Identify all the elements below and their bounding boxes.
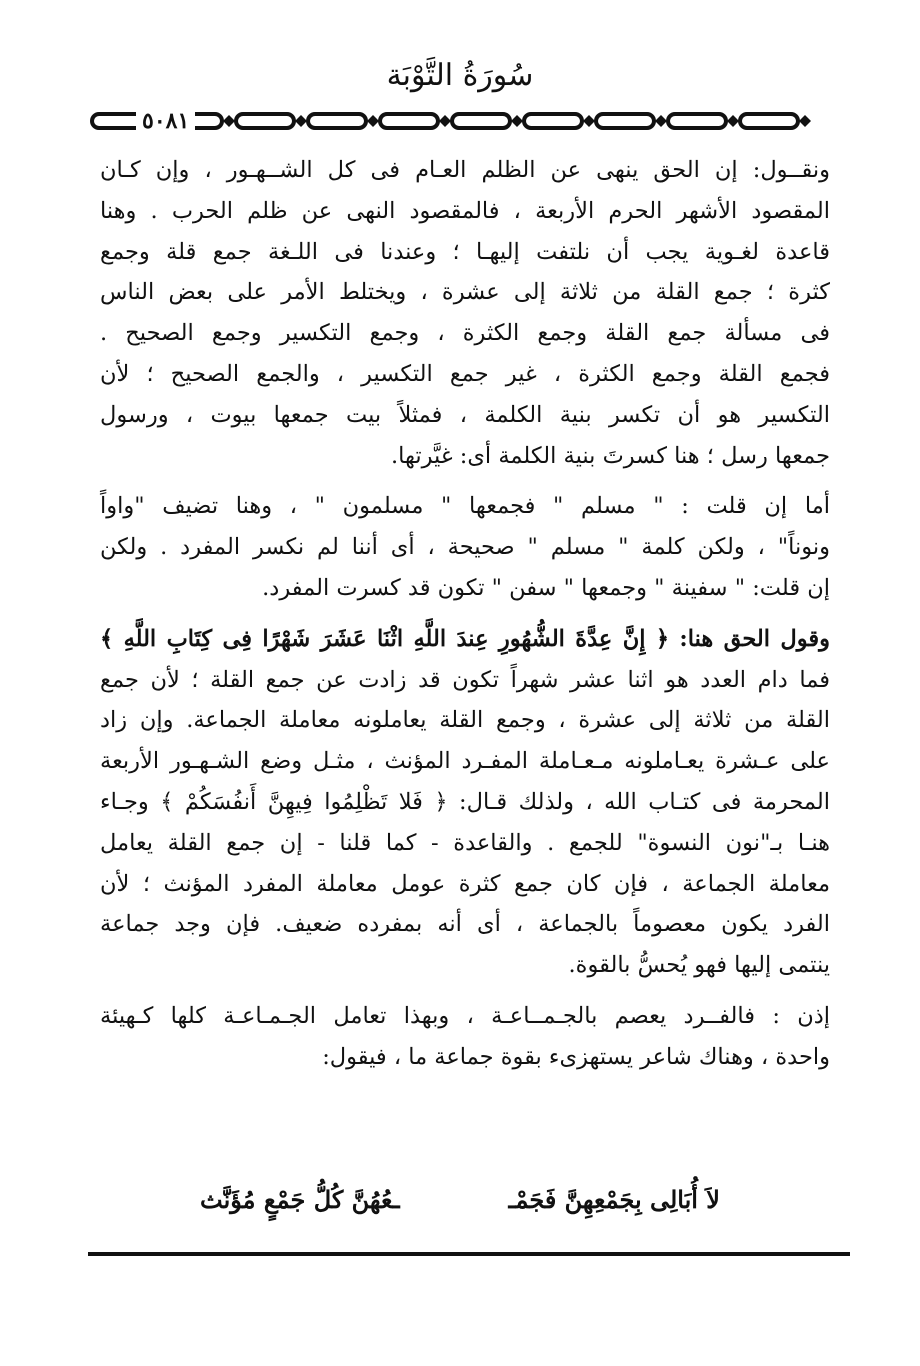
chain-link: [308, 114, 366, 128]
text-line: إذن : فالفــرد يعصم بالجـمــاعـة ، وبهذا تعامل الجـمـاعـة كلها كـهيئة: [100, 1002, 830, 1029]
surah-title: سُورَةُ التَّوْبَة: [386, 58, 534, 93]
chain-ornament: [88, 106, 858, 136]
chain-diamond: [511, 115, 523, 127]
text-line: كثرة ؛ جمع القلة من ثلاثة إلى عشرة ، ويختلط الأمر على بعض الناس: [100, 279, 830, 306]
paragraph-1: [100, 150, 830, 476]
text-line: القلة من ثلاثة إلى عشرة ، وجمع القلة يعاملونه معاملة الجماعة. وإن زاد: [100, 707, 830, 734]
paragraph-4: [100, 996, 830, 1078]
text-line: جمعها رسل ؛ هنا كسرتَ بنية الكلمة أى: غيَّرتها.: [390, 442, 830, 469]
text-line: هنـا بـ"نون النسوة" للجمع . والقاعدة - كما قلنا - إن جمع القلة يعامل: [100, 829, 830, 856]
chain-link: [380, 114, 438, 128]
bottom-rule: [88, 1252, 850, 1256]
text-line: على عـشرة يعـاملونه مـعـاملة المفـرد المؤنث ، مثـل وضع الشـهـور الأربعة: [100, 748, 830, 775]
quran-verse-line: وقول الحق هنا: ﴿ إِنَّ عِدَّةَ الشُّهُورِ عِندَ اللَّهِ اثْنَا عَشَرَ شَهْرًا فِى كِتَابِ اللَّهِ ﴾: [100, 625, 830, 652]
ornament-band: [88, 106, 858, 136]
page-header: [0, 0, 920, 150]
poem-hemistich-second: ـعُهُنَّ كُلُّ جَمْعٍ مُؤَنَّث: [200, 1185, 400, 1214]
text-line: فما دام العدد هو اثنا عشر شهراً تكون قد زادت عن جمع القلة ؛ لأن جمع: [100, 666, 830, 693]
chain-link: [524, 114, 582, 128]
text-line: إن قلت: " سفينة " وجمعها " سفن " تكون قد كسرت المفرد.: [262, 574, 830, 601]
body-text: [100, 150, 830, 1078]
chain-diamond: [655, 115, 667, 127]
text-line: المقصود الأشهر الحرم الأربعة ، فالمقصود النهى عن ظلم الحرب . وهنا: [100, 197, 830, 224]
chain-link: [452, 114, 510, 128]
text-line: ونقــول: إن الحق ينهى عن الظلم العـام فى كل الشــهـور ، وإن كـان: [100, 157, 830, 183]
page-number: ٥٠٨١: [136, 106, 195, 136]
chain-diamond: [727, 115, 739, 127]
chain-diamond: [295, 115, 307, 127]
chain-diamond: [439, 115, 451, 127]
text-line: أما إن قلت : " مسلم " فجمعها " مسلمون " ، وهنا تضيف "واواً: [100, 493, 830, 520]
text-line: واحدة ، وهناك شاعر يستهزىء بقوة جماعة ما ، فيقول:: [322, 1043, 830, 1070]
text-line: معاملة الجماعة ، فإن كان جمع كثرة عومل معاملة المفرد المؤنث ؛ لأن: [100, 870, 830, 897]
text-line: الفرد يكون معصوماً بالجماعة ، أى أنه بمفرده ضعيف. فإن وجد جماعة: [100, 911, 830, 938]
text-line: ينتمى إليها فهو يُحسُّ بالقوة.: [568, 952, 830, 979]
chain-diamond: [799, 115, 811, 127]
text-line: ونوناً" ، ولكن كلمة " مسلم " صحيحة ، أى أننا لم نكسر المفرد . ولكن: [100, 534, 830, 561]
chain-link: [668, 114, 726, 128]
chain-diamond: [367, 115, 379, 127]
text-line: التكسير هو أن تكسر بنية الكلمة ، فمثلاً بيت جمعها بيوت ، ورسول: [100, 401, 830, 428]
poem-hemistich-first: لاَ أُبَالِى بِجَمْعِهِنَّ فَجَمْـ: [508, 1185, 720, 1214]
chain-diamond: [583, 115, 595, 127]
text-line: المحرمة فى كتـاب الله ، ولذلك قـال: ﴿ فَلا تَظْلِمُوا فِيهِنَّ أَنفُسَكُمْ ﴾ وجـاء: [100, 788, 830, 815]
text-line: قاعدة لغـوية يجب أن نلتفت إليهـا ؛ وعندنا فى اللـغة جمع قلة وجمع: [100, 238, 830, 265]
chain-link: [596, 114, 654, 128]
chain-link: [236, 114, 294, 128]
text-line: فجمع القلة وجمع الكثرة ، غير جمع التكسير ، والجمع الصحيح ؛ لأن: [100, 360, 830, 387]
text-line: فى مسألة جمع القلة وجمع الكثرة ، وجمع التكسير وجمع الصحيح .: [100, 320, 830, 347]
chain-link: [740, 114, 798, 128]
paragraph-3: [100, 619, 830, 986]
paragraph-2: [100, 486, 830, 608]
chain-diamond: [223, 115, 235, 127]
poem-verse: [200, 1185, 720, 1229]
